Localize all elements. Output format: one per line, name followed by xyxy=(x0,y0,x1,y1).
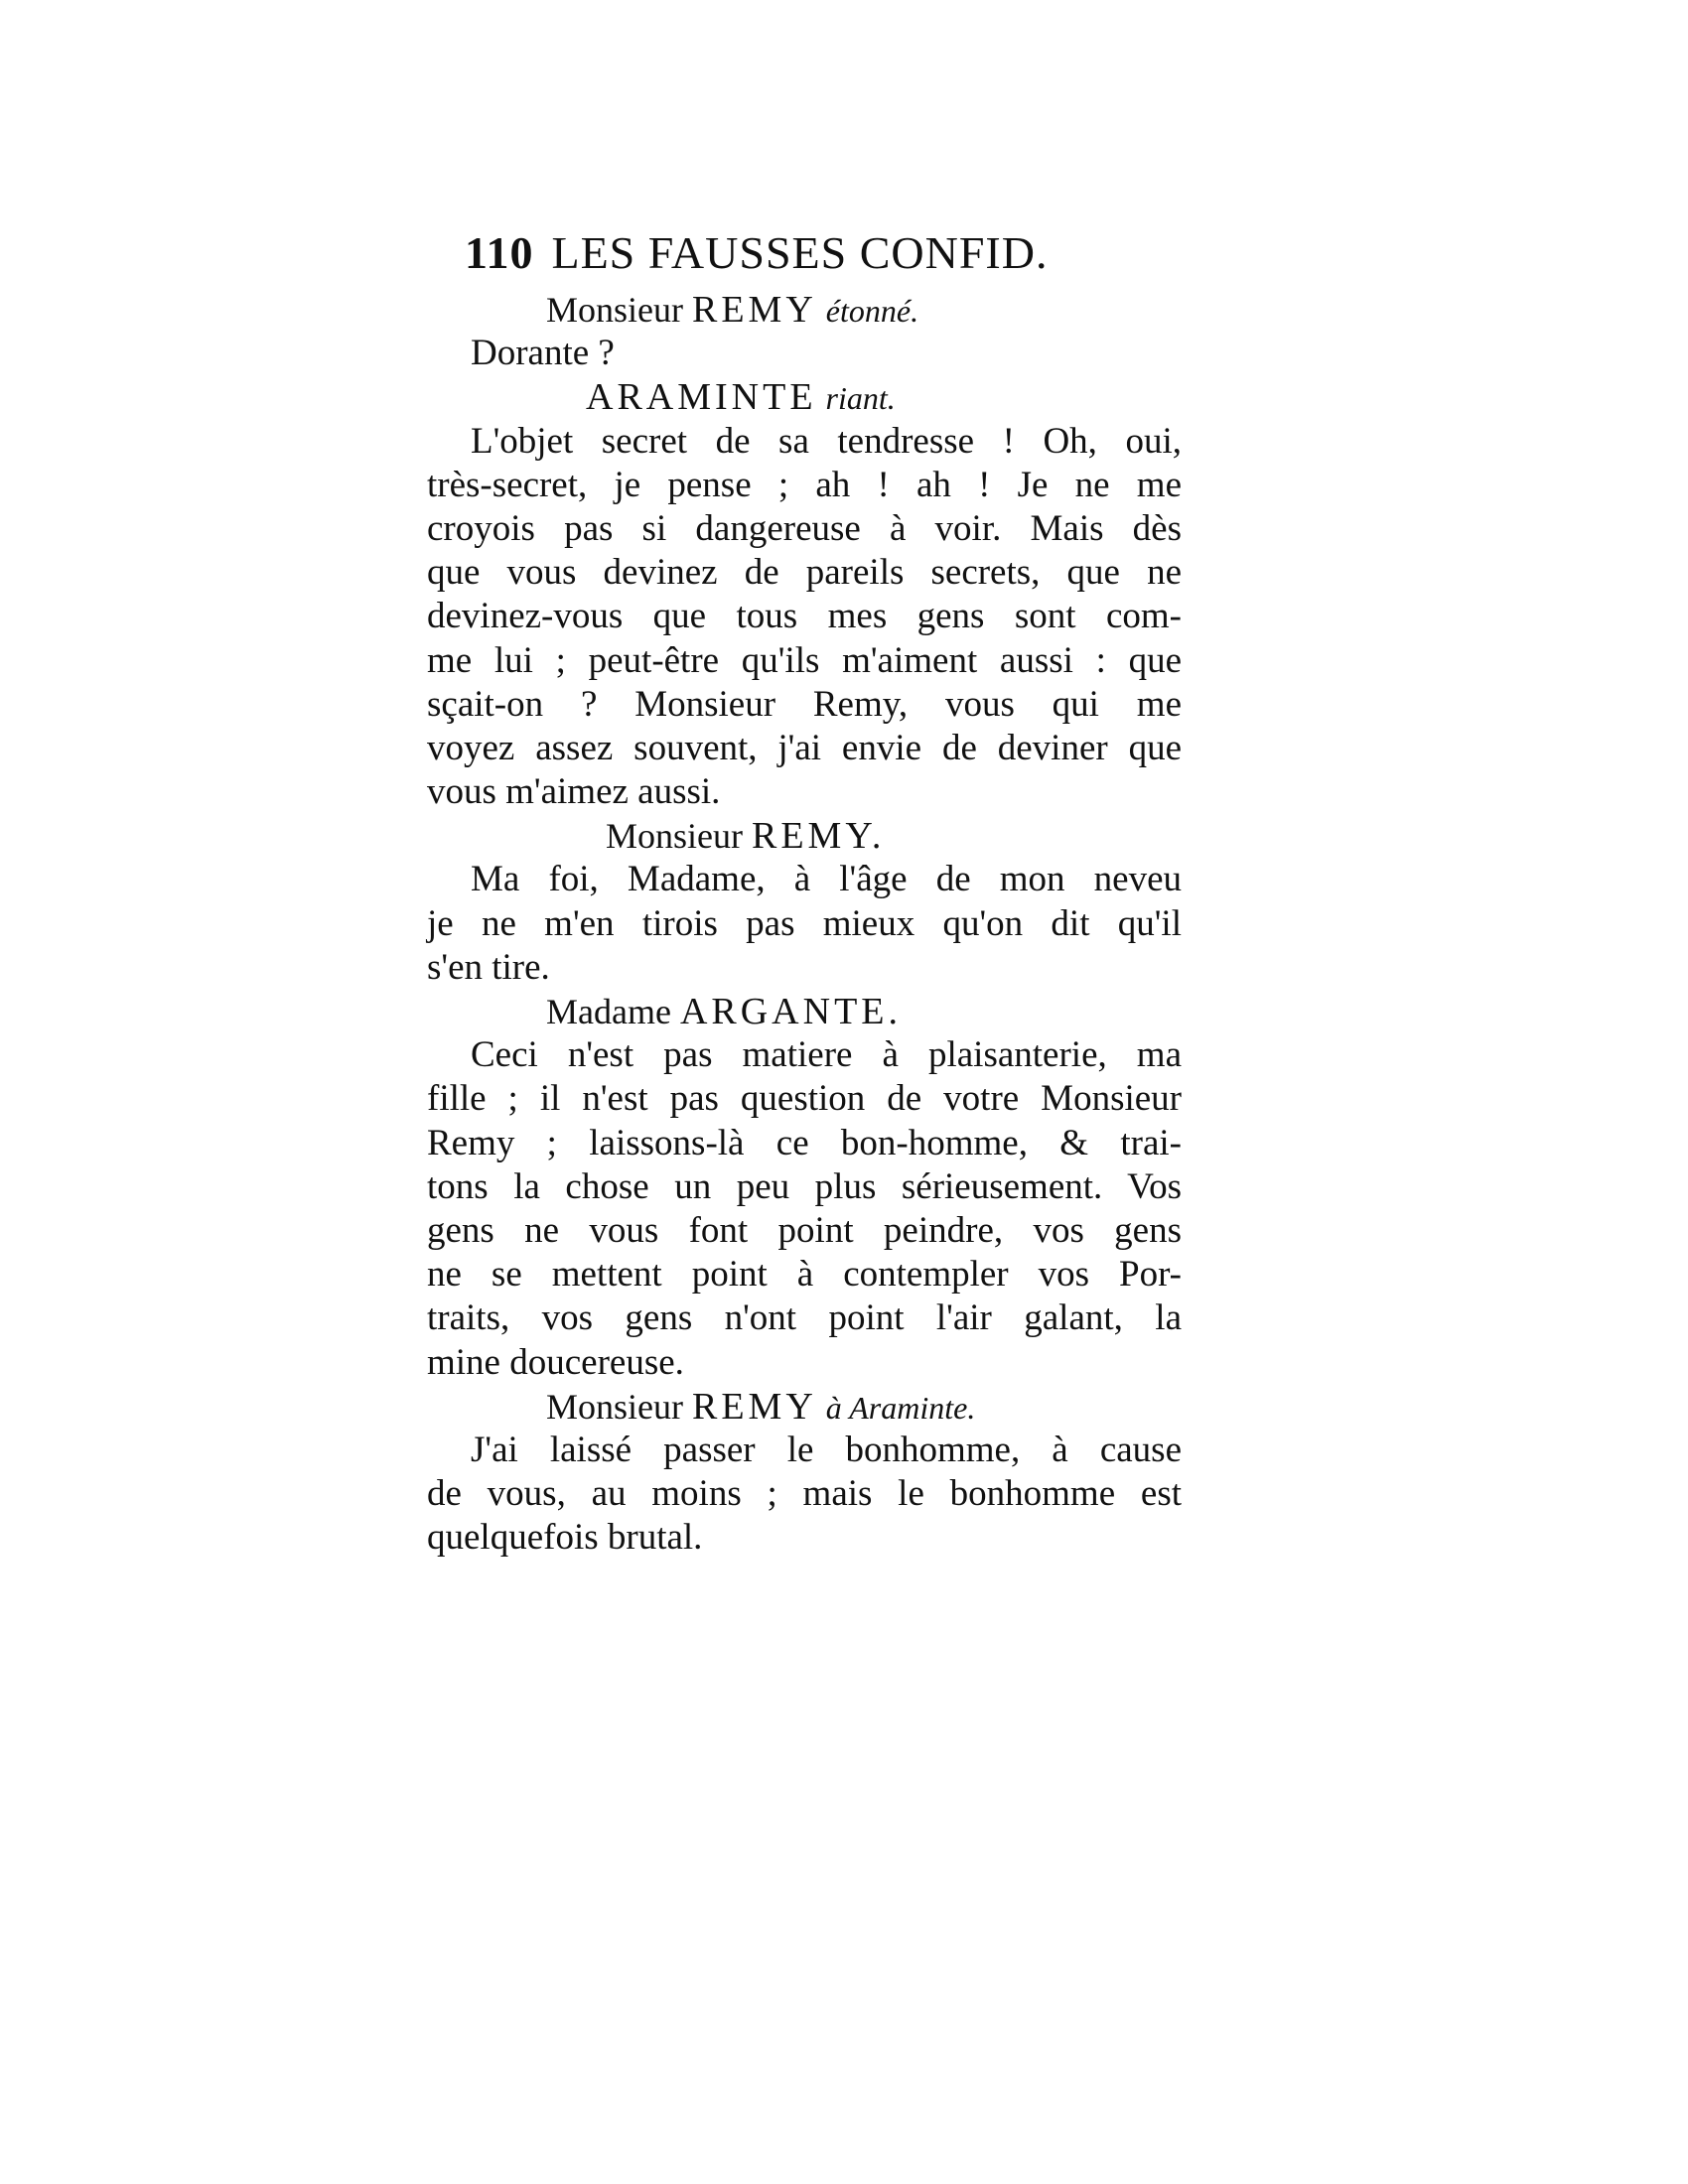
speech-line: très-secret, je pense ; ah ! ah ! Je ne me xyxy=(427,464,1182,505)
speaker-prefix: Monsieur xyxy=(546,1386,683,1427)
speech-line: voyez assez souvent, j'ai envie de deviner que xyxy=(427,727,1182,768)
speech-line: vous m'aimez aussi. xyxy=(427,771,721,813)
page-header xyxy=(465,226,1160,286)
speech-line: tons la chose un peu plus sérieusement. Vos xyxy=(427,1165,1182,1207)
speech-line: s'en tire. xyxy=(427,946,550,988)
running-title: LES FAUSSES CONFID. xyxy=(551,227,1049,278)
speaker-prefix: Monsieur xyxy=(606,816,743,857)
speech-line: traits, vos gens n'ont point l'air galant, la xyxy=(427,1297,1182,1339)
speech-line: je ne m'en tirois pas mieux qu'on dit qu'il xyxy=(427,902,1182,944)
speech-line: croyois pas si dangereuse à voir. Mais dès xyxy=(427,507,1182,549)
speaker-name: ARGANTE. xyxy=(679,991,902,1032)
speaker-heading xyxy=(427,990,1182,1033)
speech-line: sçait-on ? Monsieur Remy, vous qui me xyxy=(427,683,1182,725)
speech-line: Ceci n'est pas matiere à plaisanterie, ma xyxy=(471,1034,1182,1076)
page-number: 110 xyxy=(465,227,534,278)
speaker-heading xyxy=(427,375,1182,419)
speech-line: Ma foi, Madame, à l'âge de mon neveu xyxy=(471,859,1182,900)
speech-line: fille ; il n'est pas question de votre Monsieur xyxy=(427,1078,1182,1120)
speaker-prefix: Madame xyxy=(546,992,671,1031)
speaker-heading xyxy=(427,1385,1182,1429)
speech-line: L'objet secret de sa tendresse ! Oh, oui, xyxy=(471,420,1182,462)
speaker-name: REMY. xyxy=(752,815,886,858)
speaker-heading xyxy=(427,814,1182,858)
speech-line: me lui ; peut-être qu'ils m'aiment aussi : que xyxy=(427,639,1182,681)
speech-line: de vous, au moins ; mais le bonhomme est xyxy=(427,1473,1182,1515)
speech-line: quelquefois brutal. xyxy=(427,1517,703,1559)
speech-line: devinez-vous que tous mes gens sont com- xyxy=(427,596,1182,637)
speech-line: J'ai laissé passer le bonhomme, à cause xyxy=(471,1429,1182,1470)
speaker-name: REMY xyxy=(692,289,817,331)
speech-line: mine doucereuse. xyxy=(427,1341,684,1383)
speech-line: gens ne vous font point peindre, vos gens xyxy=(427,1209,1182,1251)
stage-direction: étonné. xyxy=(825,293,919,329)
speech-line: Dorante ? xyxy=(471,333,615,374)
speaker-name: REMY xyxy=(692,1385,817,1428)
speaker-heading xyxy=(427,288,1182,332)
speaker-prefix: Monsieur xyxy=(546,290,683,330)
stage-direction: riant. xyxy=(825,380,896,417)
speech-line: Remy ; laissons-là ce bon-homme, & trai- xyxy=(427,1122,1182,1163)
play-text xyxy=(427,288,1182,1560)
speaker-name: ARAMINTE xyxy=(586,376,817,419)
stage-direction: à Araminte. xyxy=(825,1389,976,1426)
speech-line: ne se mettent point à contempler vos Por- xyxy=(427,1254,1182,1296)
speech-line: que vous devinez de pareils secrets, que ne xyxy=(427,552,1182,594)
